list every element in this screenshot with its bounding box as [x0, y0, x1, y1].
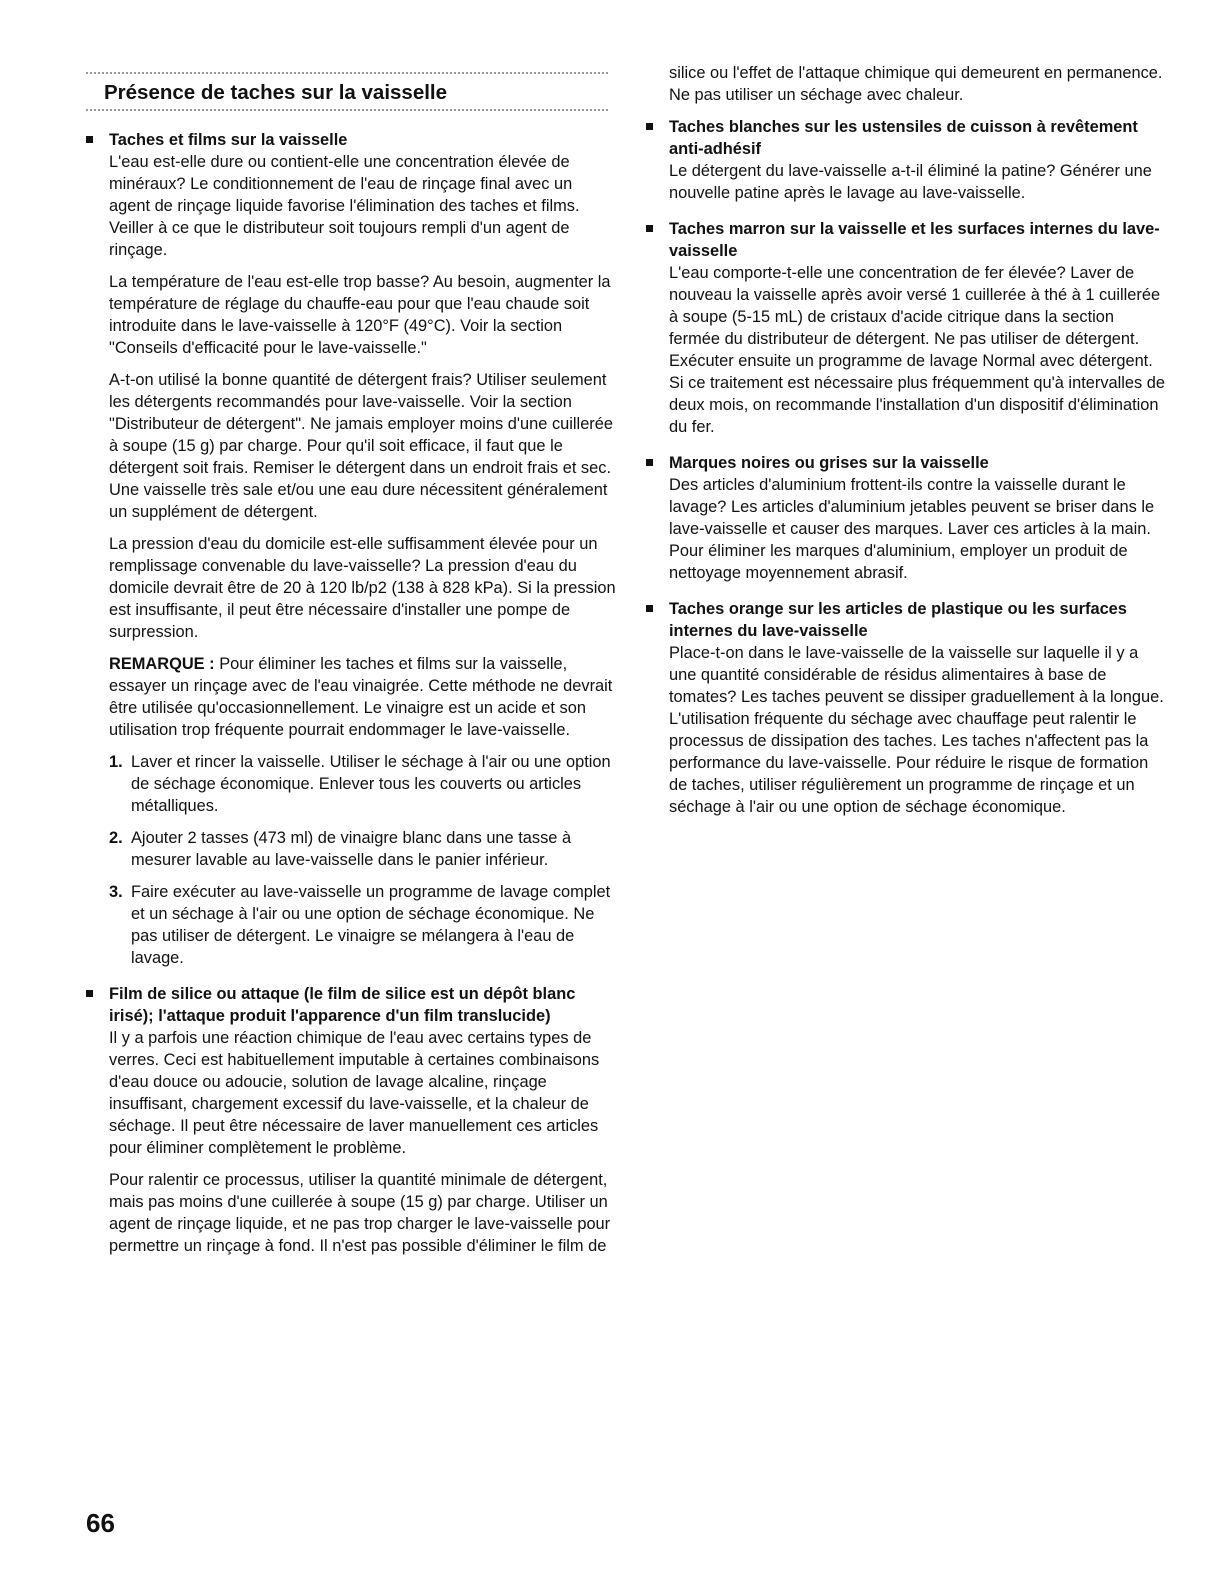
bullet-icon	[86, 136, 93, 143]
item-white-spots-nonstick	[646, 116, 1168, 204]
item-brown-stains	[646, 218, 1168, 438]
bullet-icon	[646, 459, 653, 466]
bullet-icon	[646, 225, 653, 232]
paragraph: Le détergent du lave-vaisselle a-t-il éliminé la patine? Générer une nouvelle patine après le lavage au lave-vaisselle.	[669, 162, 1152, 202]
steps-list	[109, 751, 616, 969]
paragraph: Il y a parfois une réaction chimique de l'eau avec certains types de verres. Ceci est habituellement imputable à certaines combinaisons d'eau douce ou adoucie, solution de lavage alcaline, rinçage insuffisant, chargement excessif du lave-vaisselle, et la chaleur de séchage. Il peut être nécessaire de laver manuellement ces articles pour éliminer complètement le problème.	[109, 1029, 600, 1157]
left-column	[86, 72, 616, 1271]
item-title: Film de silice ou attaque (le film de silice est un dépôt blanc irisé); l'attaque produit l'apparence d'un film translucide)	[109, 985, 576, 1025]
item-title: Taches orange sur les articles de plastique ou les surfaces internes du lave-vaisselle	[669, 600, 1127, 640]
item-title: Marques noires ou grises sur la vaisselle	[669, 454, 989, 472]
bullet-icon	[646, 605, 653, 612]
note-label: REMARQUE :	[109, 655, 215, 673]
note-text: Pour éliminer les taches et films sur la vaisselle, essayer un rinçage avec de l'eau vinaigrée. Cette méthode ne devrait être utilisée qu'occasionnellement. Le vinaigre est un acide et son utilisation trop fréquente pourrait endommager le lave-vaisselle.	[109, 655, 613, 739]
bullet-icon	[646, 123, 653, 130]
step-item	[109, 881, 616, 969]
step-item	[109, 751, 616, 817]
step-text: Laver et rincer la vaisselle. Utiliser le séchage à l'air ou une option de séchage économique. Enlever tous les couverts ou articles métalliques.	[131, 753, 611, 815]
item-title: Taches marron sur la vaisselle et les surfaces internes du lave-vaisselle	[669, 220, 1160, 260]
paragraph: L'eau est-elle dure ou contient-elle une concentration élevée de minéraux? Le conditionnement de l'eau de rinçage final avec un agent de rinçage liquide favorise l'élimination des taches et films. Veiller à ce que le distributeur soit toujours rempli d'un agent de rinçage.	[109, 153, 580, 259]
item-title: Taches blanches sur les ustensiles de cuisson à revêtement anti-adhésif	[669, 118, 1138, 158]
item-orange-stains	[646, 598, 1168, 818]
right-column	[646, 62, 1168, 832]
continued-paragraph: silice ou l'effet de l'attaque chimique qui demeurent en permanence. Ne pas utiliser un séchage avec chaleur.	[669, 64, 1163, 104]
paragraph: A-t-on utilisé la bonne quantité de détergent frais? Utiliser seulement les détergents recommandés pour lave-vaisselle. Voir la section "Distributeur de détergent". Ne jamais employer moins d'une cuillerée à soupe (15 g) par charge. Pour qu'il soit efficace, il faut que le détergent soit frais. Remiser le détergent dans un endroit frais et sec. Une vaisselle très sale et/ou une eau dure nécessitent généralement un supplément de détergent.	[109, 371, 613, 521]
step-number: 1.	[109, 753, 123, 771]
step-number: 3.	[109, 883, 123, 901]
bullet-icon	[86, 990, 93, 997]
item-title: Taches et films sur la vaisselle	[109, 131, 348, 149]
paragraph: L'eau comporte-t-elle une concentration de fer élevée? Laver de nouveau la vaisselle après avoir versé 1 cuillerée à thé à 1 cuillerée à soupe (5-15 mL) de cristaux d'acide citrique dans la section fermée du distributeur de détergent. Ne pas utiliser de détergent. Exécuter ensuite un programme de lavage Normal avec détergent. Si ce traitement est nécessaire plus fréquemment qu'à intervalles de deux mois, on recommande l'installation d'un dispositif d'élimination du fer.	[669, 264, 1166, 436]
page-number: 66	[86, 1508, 115, 1538]
item-silica-film	[86, 983, 616, 1257]
step-item	[109, 827, 616, 871]
paragraph: La pression d'eau du domicile est-elle suffisamment élevée pour un remplissage convenable du lave-vaisselle? La pression d'eau du domicile devrait être de 20 à 120 lb/p2 (138 à 828 kPa). Si la pression est insuffisante, il peut être nécessaire d'installer une pompe de surpression.	[109, 535, 616, 641]
paragraph: La température de l'eau est-elle trop basse? Au besoin, augmenter la température de réglage du chauffe-eau pour que l'eau chaude soit introduite dans le lave-vaisselle à 120°F (49°C). Voir la section "Conseils d'efficacité pour le lave-vaisselle."	[109, 273, 611, 357]
section-heading: Présence de taches sur la vaisselle	[104, 81, 448, 104]
item-black-gray-marks	[646, 452, 1168, 584]
paragraph: Place-t-on dans le lave-vaisselle de la vaisselle sur laquelle il y a une quantité considérable de résidus alimentaires à base de tomates? Les taches peuvent se dissiper graduellement à la longue. L'utilisation fréquente du séchage avec chauffage peut ralentir le processus de dissipation des taches. Les taches n'affectent pas la performance du lave-vaisselle. Pour réduire le risque de formation de taches, utiliser régulièrement un programme de rinçage et un séchage à l'air ou une option de séchage économique.	[669, 644, 1164, 816]
step-text: Faire exécuter au lave-vaisselle un programme de lavage complet et un séchage à l'air ou une option de séchage économique. Ne pas utiliser de détergent. Le vinaigre se mélangera à l'eau de lavage.	[131, 883, 611, 967]
step-number: 2.	[109, 829, 123, 847]
section-heading-block	[86, 72, 608, 111]
heading-bottom-rule	[86, 109, 608, 111]
item-spots-films	[86, 129, 616, 969]
step-text: Ajouter 2 tasses (473 ml) de vinaigre blanc dans une tasse à mesurer lavable au lave-vaisselle dans le panier inférieur.	[131, 829, 572, 869]
note-paragraph	[109, 653, 616, 741]
paragraph: Pour ralentir ce processus, utiliser la quantité minimale de détergent, mais pas moins d'une cuillerée à soupe (15 g) par charge. Utiliser un agent de rinçage liquide, et ne pas trop charger le lave-vaisselle pour permettre un rinçage à fond. Il n'est pas possible d'éliminer le film de	[109, 1171, 611, 1255]
paragraph: Des articles d'aluminium frottent-ils contre la vaisselle durant le lavage? Les articles d'aluminium jetables peuvent se briser dans le lave-vaisselle et causer des marques. Laver ces articles à la main. Pour éliminer les marques d'aluminium, employer un produit de nettoyage moyennement abrasif.	[669, 476, 1155, 582]
